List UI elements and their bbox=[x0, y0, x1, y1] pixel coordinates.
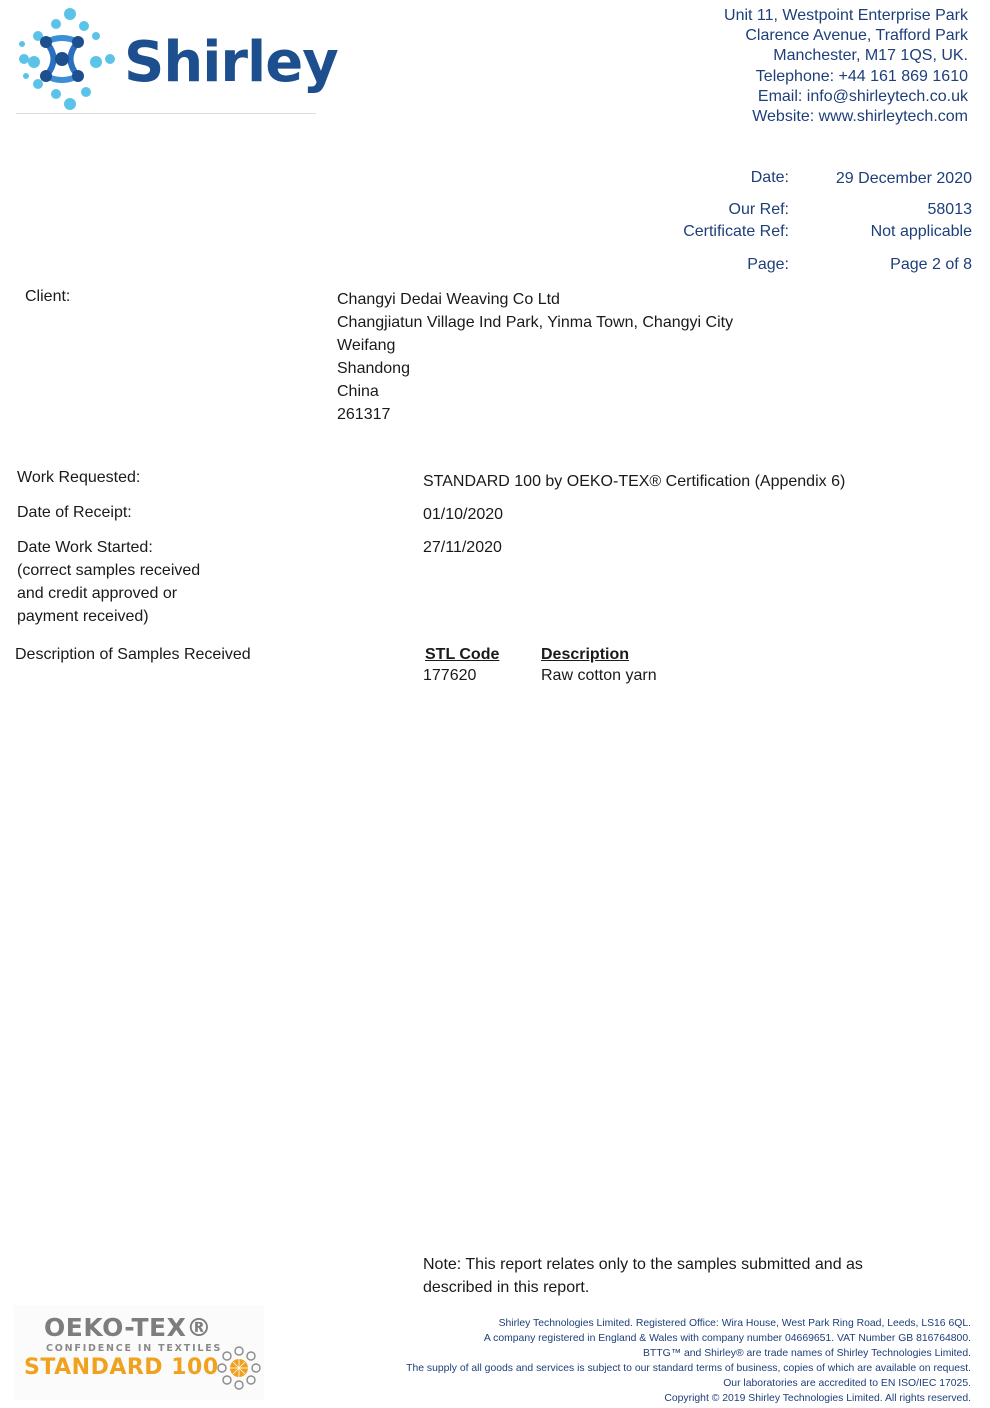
date-work-started-value: 27/11/2020 bbox=[423, 539, 502, 556]
report-note bbox=[423, 1253, 943, 1299]
certificate-ref-value: Not applicable bbox=[870, 223, 972, 240]
date-work-started-note: and credit approved or bbox=[17, 585, 178, 602]
oeko-tex-standard: STANDARD 100 bbox=[24, 1355, 219, 1380]
page-number: Page 2 of 8 bbox=[890, 256, 972, 273]
client-postcode: 261317 bbox=[337, 406, 391, 423]
samples-label: Description of Samples Received bbox=[15, 646, 251, 663]
date-work-started-label bbox=[17, 536, 200, 628]
shirley-logo bbox=[16, 4, 338, 114]
our-ref-label: Our Ref: bbox=[728, 201, 789, 218]
company-address bbox=[724, 6, 968, 127]
client-name: Changyi Dedai Weaving Co Ltd bbox=[337, 291, 560, 308]
oeko-tex-flower-icon bbox=[216, 1345, 262, 1391]
website-line: Website: www.shirleytech.com bbox=[752, 108, 968, 126]
footer-line: The supply of all goods and services is subject to our standard terms of business, copies of which are available on request. bbox=[406, 1363, 971, 1374]
date-value: 29 December 2020 bbox=[835, 170, 972, 187]
date-work-started-note: (correct samples received bbox=[17, 562, 201, 579]
client-address-line: Weifang bbox=[337, 337, 396, 354]
footer-line: A company registered in England & Wales with company number 04669651. VAT Number GB 816764800. bbox=[483, 1333, 971, 1344]
date-of-receipt-label: Date of Receipt: bbox=[17, 504, 132, 521]
page-label: Page: bbox=[747, 256, 789, 273]
date-of-receipt-value: 01/10/2020 bbox=[423, 506, 504, 523]
footer-line: BTTG™ and Shirley® are trade names of Shirley Technologies Limited. bbox=[643, 1348, 971, 1359]
email-line: Email: info@shirleytech.co.uk bbox=[757, 87, 968, 105]
logo-divider bbox=[16, 113, 316, 114]
date-label: Date: bbox=[750, 169, 789, 186]
oeko-tex-tagline: CONFIDENCE IN TEXTILES bbox=[46, 1343, 223, 1354]
stl-code-header: STL Code bbox=[425, 646, 500, 663]
telephone-line: Telephone: +44 161 869 1610 bbox=[755, 67, 968, 85]
sample-stl-code: 177620 bbox=[423, 667, 477, 684]
date-work-started-title: Date Work Started: bbox=[17, 539, 153, 556]
our-ref-value: 58013 bbox=[927, 201, 972, 218]
footer-line: Our laboratories are accredited to EN ISO/IEC 17025. bbox=[723, 1378, 971, 1389]
client-address-line: Shandong bbox=[337, 360, 410, 377]
client-address-line: Changjiatun Village Ind Park, Yinma Town, Changyi City bbox=[337, 314, 734, 331]
client-label: Client: bbox=[25, 288, 71, 305]
address-line: Clarence Avenue, Trafford Park bbox=[745, 27, 968, 45]
note-line: described in this report. bbox=[423, 1279, 590, 1296]
note-line: Note: This report relates only to the samples submitted and as bbox=[423, 1256, 863, 1273]
molecule-logo-icon bbox=[16, 4, 126, 114]
logo-wordmark: Shirley bbox=[124, 30, 338, 95]
footer-line: Shirley Technologies Limited. Registered Office: Wira House, West Park Ring Road, Leeds, LS16 6QL. bbox=[498, 1318, 971, 1329]
client-address bbox=[337, 288, 733, 426]
work-requested-label: Work Requested: bbox=[17, 469, 141, 486]
work-requested-value: STANDARD 100 by OEKO-TEX® Certification (Appendix 6) bbox=[423, 473, 846, 490]
sample-description: Raw cotton yarn bbox=[541, 667, 657, 684]
legal-footer bbox=[406, 1316, 971, 1406]
address-line: Manchester, M17 1QS, UK. bbox=[773, 47, 968, 65]
oeko-tex-wordmark: OEKO-TEX® bbox=[44, 1313, 212, 1342]
footer-line: Copyright © 2019 Shirley Technologies Limited. All rights reserved. bbox=[664, 1393, 971, 1404]
description-header: Description bbox=[541, 646, 630, 663]
address-line: Unit 11, Westpoint Enterprise Park bbox=[724, 7, 968, 24]
oeko-tex-badge bbox=[14, 1305, 264, 1400]
certificate-ref-label: Certificate Ref: bbox=[683, 223, 789, 240]
date-work-started-note: payment received) bbox=[17, 608, 149, 625]
client-address-line: China bbox=[337, 383, 379, 400]
